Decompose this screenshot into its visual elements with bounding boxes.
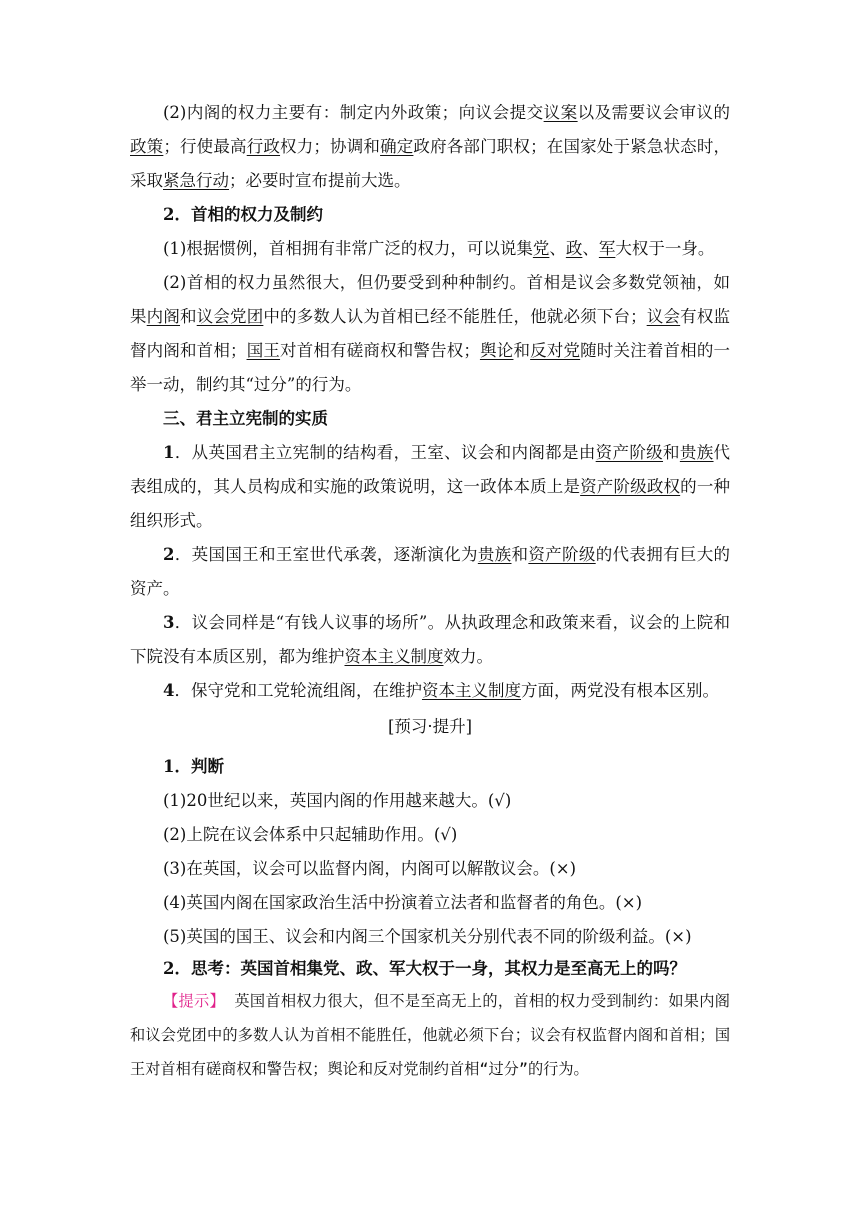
judgment-item: (2)上院在议会体系中只起辅助作用。(√) bbox=[163, 825, 458, 844]
underlined-keyword: 党 bbox=[532, 239, 550, 258]
text-run: 权力；协调和 bbox=[280, 137, 381, 156]
underlined-keyword: 贵族 bbox=[477, 545, 512, 564]
underlined-keyword: 议会党团 bbox=[196, 307, 264, 326]
text-run: 中的多数人认为首相已经不能胜任，他就必须下台； bbox=[263, 307, 647, 326]
item-number: 2 bbox=[163, 545, 175, 564]
hint-label: 【提示】 bbox=[163, 992, 225, 1010]
text-run: 政府各部门职权；在国家处于紧急状态时，采取 bbox=[130, 137, 731, 190]
underlined-keyword: 资产阶级政权 bbox=[580, 477, 681, 496]
think-question: 2．思考：英国首相集党、政、军大权于一身，其权力是至高无上的吗？ bbox=[163, 959, 686, 978]
text-run: 方面，两党没有根本区别。 bbox=[520, 681, 719, 700]
judgment-item: (4)英国内阁在国家政治生活中扮演着立法者和监督者的角色。(×) bbox=[163, 893, 643, 912]
underlined-keyword: 资本主义制度 bbox=[344, 647, 444, 666]
hint-paragraph bbox=[130, 984, 730, 1086]
essence-heading: 三、君主立宪制的实质 bbox=[163, 409, 328, 428]
preview-section-title: [预习·提升] bbox=[387, 717, 473, 736]
text-run: 对首相有磋商权和警告权； bbox=[280, 341, 480, 360]
underlined-keyword: 议案 bbox=[543, 103, 578, 122]
underlined-keyword: 内阁 bbox=[146, 307, 181, 326]
pm-powers-heading: 2．首相的权力及制约 bbox=[163, 205, 323, 224]
underlined-keyword: 政 bbox=[565, 239, 583, 258]
text-run: 、 bbox=[582, 239, 599, 258]
essence-item-3 bbox=[130, 606, 730, 674]
underlined-keyword: 紧急行动 bbox=[163, 171, 229, 190]
underlined-keyword: 政策 bbox=[130, 137, 164, 156]
text-run: ．英国国王和王室世代承袭，逐渐演化为 bbox=[174, 545, 478, 564]
text-run: ．从英国君主立宪制的结构看，王室、议会和内阁都是由 bbox=[174, 443, 596, 462]
underlined-keyword: 舆论 bbox=[479, 341, 514, 360]
text-run: (1)根据惯例，首相拥有非常广泛的权力，可以说集 bbox=[163, 239, 533, 258]
text-run: 有权监督内阁和首相； bbox=[130, 307, 731, 360]
underlined-keyword: 资本主义制度 bbox=[421, 681, 521, 700]
text-run: 和 bbox=[511, 545, 529, 564]
text-run: (2)首相的权力虽然很大，但仍要受到种种制约。首相是议会多数党领袖，如果 bbox=[130, 273, 730, 326]
underlined-keyword: 资产阶级 bbox=[595, 443, 664, 462]
item-number: 1 bbox=[163, 443, 175, 462]
judgment-list bbox=[130, 784, 730, 954]
text-run: ．保守党和工党轮流组阁，在维护 bbox=[174, 681, 422, 700]
judgment-item: (1)20世纪以来，英国内阁的作用越来越大。(√) bbox=[163, 791, 512, 810]
underlined-keyword: 议会 bbox=[646, 307, 681, 326]
hint-text: 英国首相权力很大，但不是至高无上的，首相的权力受到制约：如果内阁和议会党团中的多数人认为首相不能胜任，他就必须下台；议会有权监督内阁和首相；国王对首相有磋商权和警告权；舆论和反对党制约首相“过分”的行为。 bbox=[130, 992, 730, 1078]
judgment-item: (5)英国的国王、议会和内阁三个国家机关分别代表不同的阶级利益。(×) bbox=[163, 927, 692, 946]
text-run: (2)内阁的权力主要有：制定内外政策；向议会提交 bbox=[163, 103, 544, 122]
underlined-keyword: 资产阶级 bbox=[528, 545, 596, 564]
essence-item-4 bbox=[130, 674, 730, 708]
underlined-keyword: 反对党 bbox=[530, 341, 581, 360]
item-number: 4 bbox=[163, 681, 175, 700]
pm-powers-paragraph-1 bbox=[130, 232, 730, 266]
underlined-keyword: 军 bbox=[598, 239, 616, 258]
text-run: 和 bbox=[513, 341, 531, 360]
judge-heading: 1．判断 bbox=[163, 757, 224, 776]
text-run: 效力。 bbox=[443, 647, 493, 666]
text-run: 和 bbox=[663, 443, 680, 462]
underlined-keyword: 确定 bbox=[380, 137, 414, 156]
text-run: ．议会同样是“有钱人议事的场所”。从执政理念和政策来看，议会的上院和下院没有本质区别，都为维护 bbox=[130, 613, 730, 666]
text-run: 、 bbox=[549, 239, 566, 258]
cabinet-powers-paragraph bbox=[130, 96, 730, 198]
item-number: 3 bbox=[163, 613, 175, 632]
essence-item-1 bbox=[130, 436, 730, 538]
text-run: ；行使最高 bbox=[163, 137, 247, 156]
document-page bbox=[130, 96, 730, 1086]
text-run: ；必要时宣布提前大选。 bbox=[229, 171, 411, 190]
text-run: 的代表拥有巨大的资产。 bbox=[130, 545, 731, 598]
underlined-keyword: 国王 bbox=[246, 341, 281, 360]
text-run: 随时关注着首相的一举一动，制约其“过分”的行为。 bbox=[130, 341, 731, 394]
text-run: 以及需要议会审议的 bbox=[577, 103, 731, 122]
pm-powers-paragraph-2 bbox=[130, 266, 730, 402]
underlined-keyword: 行政 bbox=[246, 137, 281, 156]
underlined-keyword: 贵族 bbox=[679, 443, 714, 462]
text-run: 大权于一身。 bbox=[615, 239, 715, 258]
text-run: 代表组成的，其人员构成和实施的政策说明，这一政体本质上是 bbox=[130, 443, 731, 496]
text-run: 和 bbox=[180, 307, 197, 326]
text-run: 的一种组织形式。 bbox=[130, 477, 731, 530]
essence-item-2 bbox=[130, 538, 730, 606]
judgment-item: (3)在英国，议会可以监督内阁，内阁可以解散议会。(×) bbox=[163, 859, 577, 878]
